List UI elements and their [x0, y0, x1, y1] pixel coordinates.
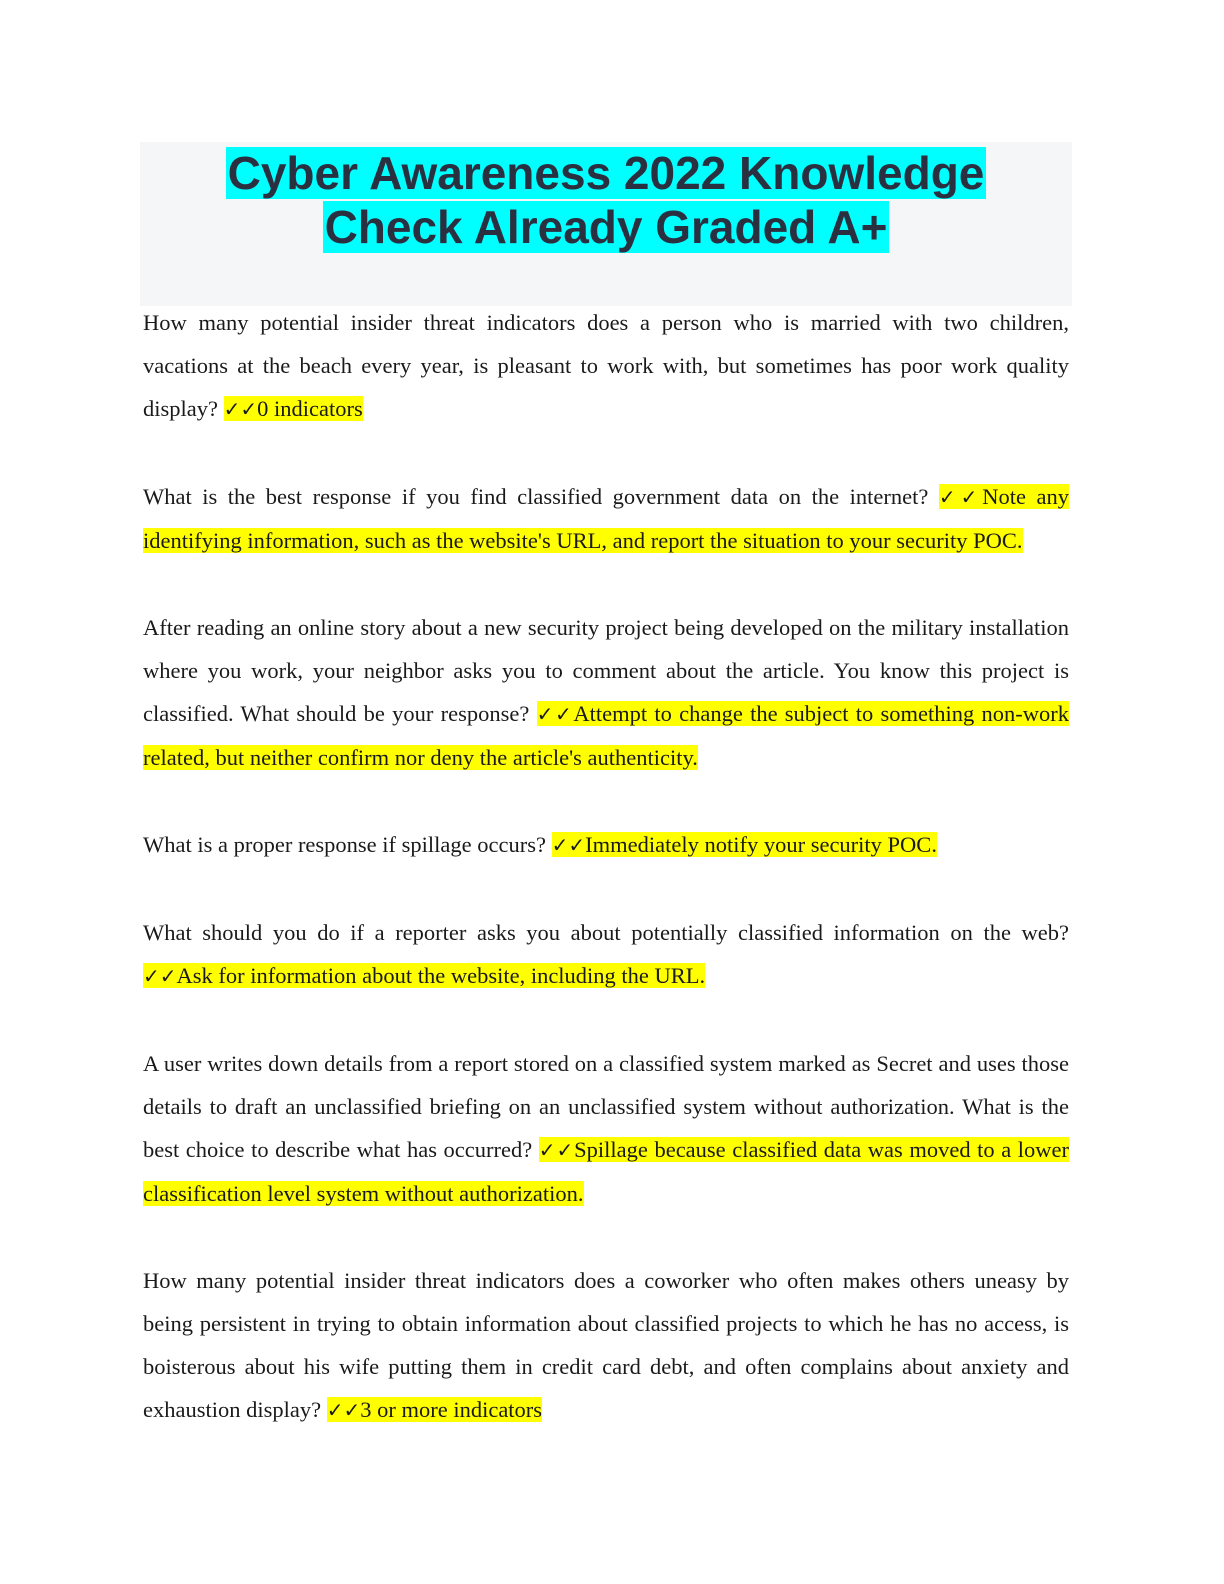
question-text: What should you do if a reporter asks you about potentially classified information on the web?	[143, 920, 1069, 945]
qa-item	[143, 823, 1069, 867]
double-check-icon: ✓✓	[223, 397, 258, 421]
qa-item	[143, 1259, 1069, 1432]
question-text: What is a proper response if spillage occurs?	[143, 832, 546, 857]
answer-text: 0 indicators	[257, 396, 363, 421]
qa-item	[143, 475, 1069, 562]
answer-text: Ask for information about the website, including the URL.	[176, 963, 706, 988]
answer-text: Attempt to change the subject to something non-work related, but neither confirm nor deny the article's authenticity.	[143, 701, 1070, 770]
qa-item	[143, 1042, 1069, 1215]
answer-text: Note any identifying information, such as the website's URL, and report the situation to your security POC.	[143, 484, 1069, 553]
question-text: How many potential insider threat indicators does a person who is married with two children, vacations at the beach every year, is pleasant to work with, but sometimes has poor work quality display?	[143, 310, 1069, 421]
qa-item	[143, 911, 1069, 998]
double-check-icon: ✓✓	[326, 1398, 361, 1422]
question-text: A user writes down details from a report stored on a classified system marked as Secret and uses those details to draft an unclassified briefing on an unclassified system without authorization. What is the best choice to describe what has occurred?	[143, 1051, 1069, 1162]
double-check-icon: ✓✓	[551, 833, 586, 857]
answer-highlight	[224, 396, 363, 421]
document-title	[140, 142, 1072, 254]
qa-list	[143, 301, 1069, 1476]
question-text: What is the best response if you find classified government data on the internet?	[143, 484, 929, 509]
question-text: How many potential insider threat indicators does a coworker who often makes others uneasy by being persistent in trying to obtain information about classified projects to which he has no access, is boisterous about his wife putting them in credit card debt, and often complains about anxiety and exhaustion display?	[143, 1268, 1069, 1422]
question-text: After reading an online story about a new security project being developed on the military installation where you work, your neighbor asks you to comment about the article. You know this project is classified. What should be your response?	[143, 615, 1069, 726]
answer-highlight	[552, 832, 937, 857]
qa-item	[143, 606, 1069, 779]
title-banner	[140, 142, 1072, 306]
answer-highlight	[143, 963, 705, 988]
double-check-icon: ✓✓	[143, 964, 177, 988]
title-line-1: Cyber Awareness 2022 Knowledge	[227, 147, 985, 199]
double-check-icon: ✓✓	[938, 485, 983, 509]
qa-item	[143, 301, 1069, 431]
double-check-icon: ✓✓	[538, 1138, 575, 1162]
answer-text: 3 or more indicators	[360, 1397, 543, 1422]
answer-highlight	[327, 1397, 542, 1422]
double-check-icon: ✓✓	[536, 702, 574, 726]
answer-text: Immediately notify your security POC.	[585, 832, 937, 857]
title-line-2: Check Already Graded A+	[324, 201, 888, 253]
answer-text: Spillage because classified data was moved to a lower classification level system without authorization.	[143, 1137, 1069, 1206]
